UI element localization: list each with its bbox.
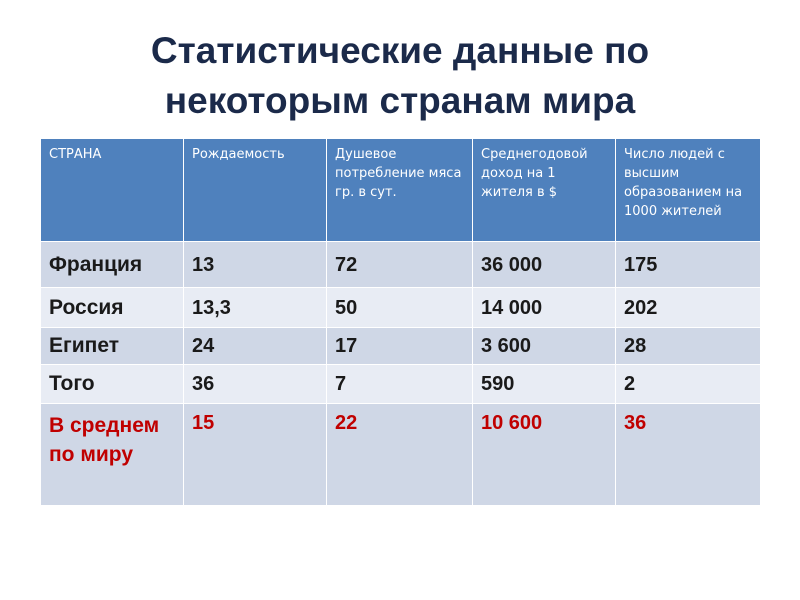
country-cell: Того — [41, 365, 184, 404]
header-higher-education: Число людей с высшим образованием на 1000 жителей — [616, 139, 761, 242]
income-cell: 36 000 — [473, 242, 616, 288]
income-cell: 10 600 — [473, 404, 616, 506]
education-cell: 202 — [616, 288, 761, 328]
income-cell: 14 000 — [473, 288, 616, 328]
table-row — [41, 288, 761, 328]
title-line-2: некоторым странам мира — [164, 80, 636, 121]
meat-cell: 7 — [327, 365, 473, 404]
income-cell: 590 — [473, 365, 616, 404]
header-meat-consumption: Душевое потребление мяса гр. в сут. — [327, 139, 473, 242]
birth-rate-cell: 24 — [184, 328, 327, 365]
table-row — [41, 242, 761, 288]
education-cell: 2 — [616, 365, 761, 404]
table-row-world-average — [41, 404, 761, 506]
birth-rate-cell: 13,3 — [184, 288, 327, 328]
table-row — [41, 328, 761, 365]
country-cell: Франция — [41, 242, 184, 288]
country-cell: Египет — [41, 328, 184, 365]
country-cell: Россия — [41, 288, 184, 328]
income-cell: 3 600 — [473, 328, 616, 365]
meat-cell: 50 — [327, 288, 473, 328]
birth-rate-cell: 15 — [184, 404, 327, 506]
meat-cell: 22 — [327, 404, 473, 506]
header-annual-income: Среднегодовой доход на 1 жителя в $ — [473, 139, 616, 242]
page-title — [0, 26, 800, 126]
education-cell: 36 — [616, 404, 761, 506]
table-header-row — [41, 139, 761, 242]
table-row — [41, 365, 761, 404]
country-cell: В среднем по миру — [41, 404, 184, 506]
header-birth-rate: Рождаемость — [184, 139, 327, 242]
education-cell: 175 — [616, 242, 761, 288]
statistics-table — [40, 138, 761, 506]
education-cell: 28 — [616, 328, 761, 365]
header-country: СТРАНА — [41, 139, 184, 242]
meat-cell: 72 — [327, 242, 473, 288]
birth-rate-cell: 13 — [184, 242, 327, 288]
meat-cell: 17 — [327, 328, 473, 365]
birth-rate-cell: 36 — [184, 365, 327, 404]
title-line-1: Статистические данные по — [150, 30, 650, 71]
